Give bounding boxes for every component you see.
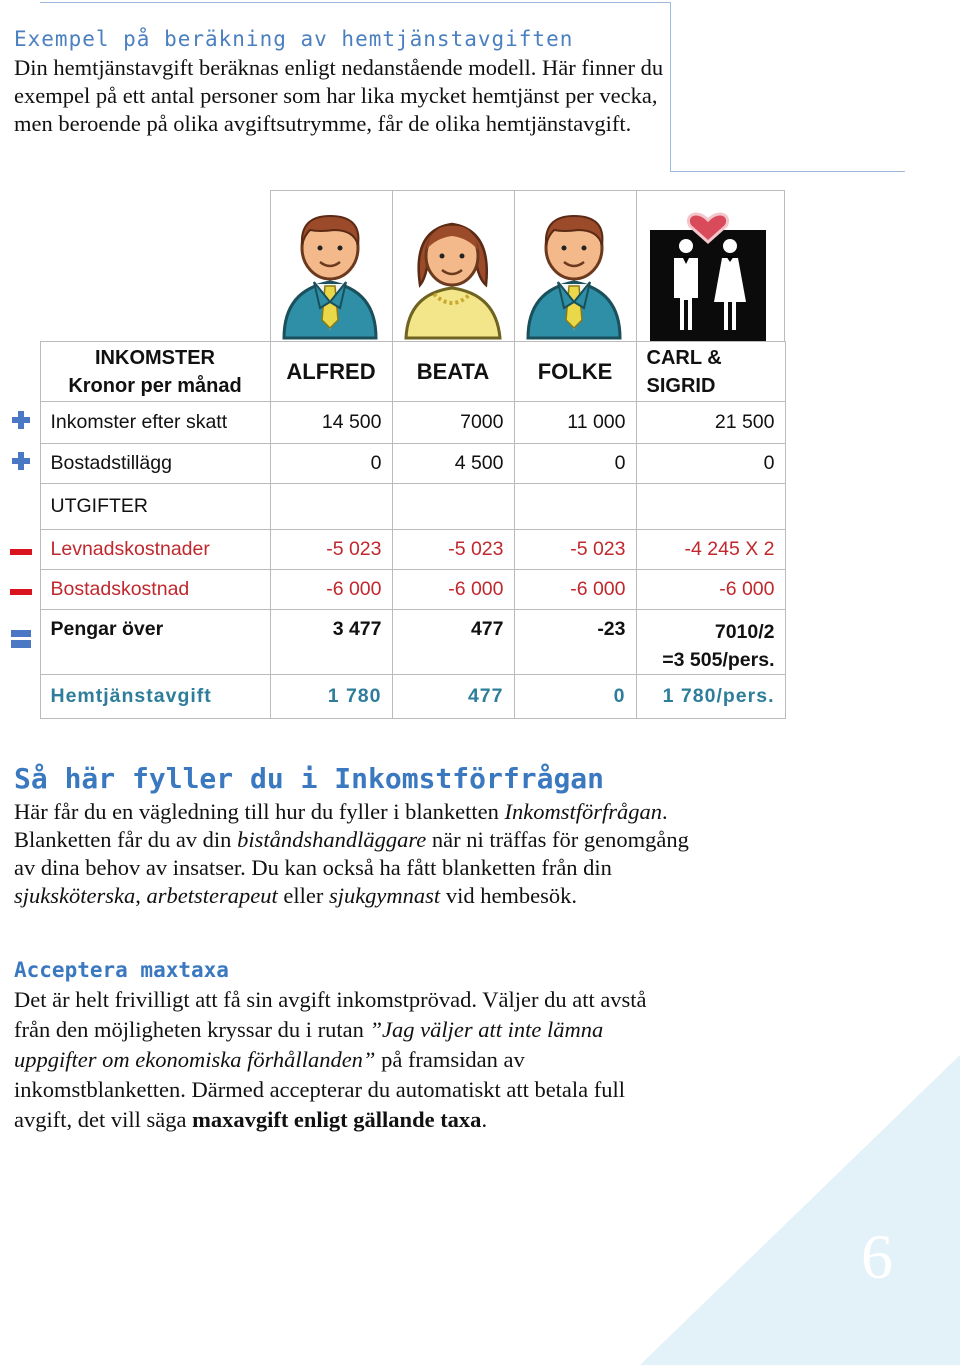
section-heading: Acceptera maxtaxa [14, 958, 229, 982]
woman-avatar-icon [392, 190, 514, 340]
table-cell: 0 [636, 444, 785, 484]
table-cell: 3 477 [270, 610, 392, 675]
man-avatar-icon [514, 190, 636, 340]
table-cell: -6 000 [636, 570, 785, 610]
table-cell: -4 245 X 2 [636, 530, 785, 570]
table-cell: 11 000 [514, 402, 636, 444]
frame-line-bottom [670, 171, 905, 172]
table-cell: -23 [514, 610, 636, 675]
table-header-row [2, 342, 785, 402]
table-row [2, 530, 785, 570]
table-cell [514, 484, 636, 530]
table-cell [636, 484, 785, 530]
row-label: Bostadskostnad [40, 570, 270, 610]
row-label: Pengar över [40, 610, 270, 675]
couple-heart-icon [636, 190, 758, 340]
plus-icon [12, 452, 30, 470]
table-cell: -5 023 [392, 530, 514, 570]
intro-title: Exempel på beräkning av hemtjänstavgiften [14, 27, 574, 51]
intro-text: Din hemtjänstavgift beräknas enligt nedanstående modell. Här finner du exempel på ett antal personer som har lika mycket hemtjänst per vecka, men beroende på olika avgiftsutrymme, får de olika hemtjänstavgift. [14, 55, 664, 136]
frame-line-top [40, 2, 670, 3]
income-header-cell [40, 342, 270, 402]
fee-example-table [2, 341, 786, 719]
table-cell: 14 500 [270, 402, 392, 444]
column-header-carl-sigrid: CARL & SIGRID [636, 342, 785, 402]
minus-icon [10, 549, 32, 555]
table-row [2, 444, 785, 484]
row-label: Hemtjänstavgift [40, 675, 270, 719]
section-paragraph: Här får du en vägledning till hur du fyller i blanketten Inkomstförfrågan. Blanketten får du av din biståndshandläggare när ni träffas för genomgång av dina behov av insatser. Du kan också ha fått blanketten från din sjuksköterska, arbetsterapeut eller sjukgymnast vid hembesök. [14, 799, 689, 908]
table-row [2, 675, 785, 719]
table-cell: 4 500 [392, 444, 514, 484]
page-number: 6 [861, 1221, 893, 1292]
portrait-divider [784, 190, 785, 342]
column-header-alfred: ALFRED [270, 342, 392, 402]
table-cell: -6 000 [270, 570, 392, 610]
income-header-label: INKOMSTER [95, 346, 215, 369]
row-label: Levnadskostnader [40, 530, 270, 570]
table-row [2, 484, 785, 530]
table-cell: 7010/2 =3 505/pers. [636, 610, 785, 675]
expenses-heading: UTGIFTER [40, 484, 270, 530]
table-cell: 21 500 [636, 402, 785, 444]
row-label: Bostadstillägg [40, 444, 270, 484]
table-cell: 0 [270, 444, 392, 484]
table-cell: -6 000 [514, 570, 636, 610]
table-row [2, 570, 785, 610]
table-cell: 477 [392, 610, 514, 675]
per-person-amount: =3 505/pers. [662, 649, 775, 671]
intro-box [14, 24, 674, 138]
row-label: Inkomster efter skatt [40, 402, 270, 444]
per-month-label: Kronor per månad [68, 374, 242, 397]
table-cell: 1 780/pers. [636, 675, 785, 719]
table-row [2, 402, 785, 444]
max-fee-section [14, 955, 684, 1135]
equals-icon [11, 630, 31, 648]
table-cell: 1 780 [270, 675, 392, 719]
plus-icon [12, 411, 30, 429]
table-cell: 0 [514, 444, 636, 484]
table-cell: -6 000 [392, 570, 514, 610]
column-header-folke: FOLKE [514, 342, 636, 402]
income-form-section [14, 760, 714, 910]
table-cell: 0 [514, 675, 636, 719]
table-cell: 477 [392, 675, 514, 719]
minus-icon [10, 589, 32, 595]
table-cell: -5 023 [514, 530, 636, 570]
section-paragraph: Det är helt frivilligt att få sin avgift inkomstprövad. Väljer du att avstå från den möjligheten kryssar du i rutan ”Jag väljer att inte lämna uppgifter om ekonomiska förhållanden” på framsidan av inkomstblanketten. Därmed accepterar du automatiskt att betala full avgift, det vill säga maxavgift enligt gällande taxa. [14, 987, 647, 1132]
table-cell [392, 484, 514, 530]
table-cell: -5 023 [270, 530, 392, 570]
column-header-beata: BEATA [392, 342, 514, 402]
table-cell [270, 484, 392, 530]
man-avatar-icon [270, 190, 392, 340]
table-cell: 7000 [392, 402, 514, 444]
section-heading: Så här fyller du i Inkomstförfrågan [14, 762, 605, 795]
table-row [2, 610, 785, 675]
